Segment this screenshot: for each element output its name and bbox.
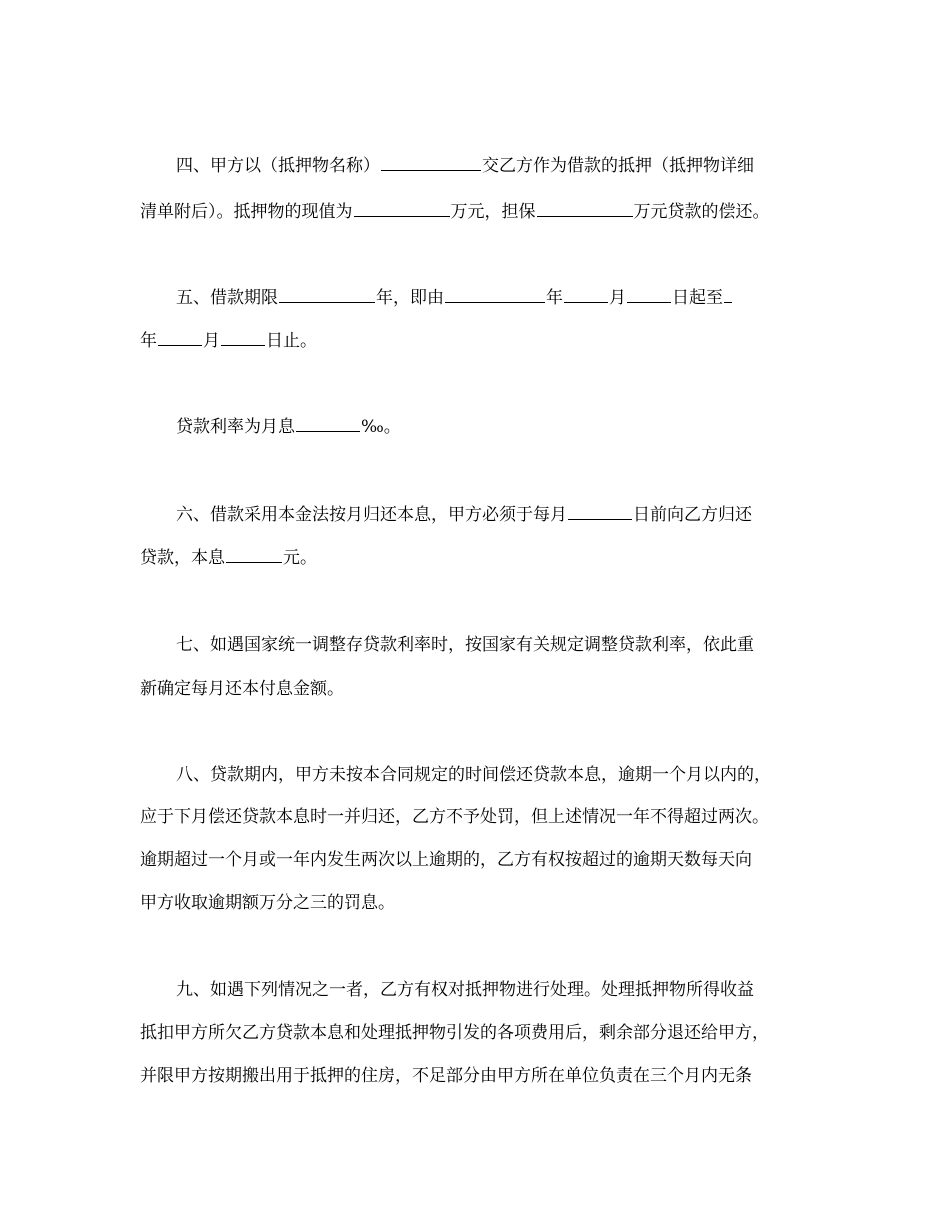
clause-9-line-3: 并限甲方按期搬出用于抵押的住房，不足部分由甲方所在单位负责在三个月内无条 bbox=[140, 1066, 752, 1086]
clause-5-text-b: 年，即由 bbox=[376, 288, 444, 308]
clause-7-line-1: 七、如遇国家统一调整存贷款利率时，按国家有关规定调整贷款利率，依此重 bbox=[176, 635, 754, 655]
clause-9-line-1: 九、如遇下列情况之一者，乙方有权对抵押物进行处理。处理抵押物所得收益 bbox=[176, 980, 754, 1000]
end-day-blank[interactable] bbox=[221, 328, 265, 346]
collateral-name-blank[interactable] bbox=[381, 153, 481, 171]
clause-5-text-h: 日止。 bbox=[266, 331, 317, 351]
clause-8-line-2: 应于下月偿还贷款本息时一并归还，乙方不予处罚，但上述情况一年不得超过两次。 bbox=[140, 807, 769, 827]
clause-9-line-2: 抵扣甲方所欠乙方贷款本息和处理抵押物引发的各项费用后，剩余部分退还给甲方， bbox=[140, 1023, 769, 1043]
clause-4-line-1 bbox=[176, 153, 754, 179]
clause-5-line-1 bbox=[176, 285, 733, 311]
clause-4-text-d: 万元，担保 bbox=[450, 202, 536, 222]
clause-6-text-a: 六、借款采用本金法按月归还本息，甲方必须于每月 bbox=[176, 505, 567, 525]
clause-4-line-2 bbox=[140, 199, 770, 225]
end-year-blank[interactable] bbox=[724, 285, 732, 303]
clause-4-text-e: 万元贷款的偿还。 bbox=[633, 202, 770, 222]
interest-rate-line bbox=[176, 414, 401, 440]
installment-amount-blank[interactable] bbox=[226, 545, 282, 563]
collateral-value-blank[interactable] bbox=[354, 199, 450, 217]
clause-6-text-d: 元。 bbox=[283, 548, 317, 568]
clause-6-text-b: 日前向乙方归还 bbox=[633, 505, 752, 525]
clause-6-text-c: 贷款，本息 bbox=[140, 548, 225, 568]
interest-rate-text-b: ‰。 bbox=[361, 417, 401, 437]
start-year-blank[interactable] bbox=[445, 285, 545, 303]
clause-5-text-g: 月 bbox=[203, 331, 220, 351]
clause-8-line-4: 甲方收取逾期额万分之三的罚息。 bbox=[140, 893, 395, 913]
repayment-day-blank[interactable] bbox=[568, 502, 632, 520]
monthly-rate-blank[interactable] bbox=[296, 414, 360, 432]
clause-8-line-1: 八、贷款期内，甲方未按本合同规定的时间偿还贷款本息，逾期一个月以内的， bbox=[176, 765, 771, 785]
clause-7-line-2: 新确定每月还本付息金额。 bbox=[140, 679, 344, 699]
clause-5-text-a: 五、借款期限 bbox=[176, 288, 278, 308]
clause-6-line-2 bbox=[140, 545, 317, 571]
clause-4-text-c: 清单附后）。抵押物的现值为 bbox=[140, 202, 353, 222]
clause-4-text-b: 交乙方作为借款的抵押（抵押物详细 bbox=[482, 156, 754, 176]
clause-5-text-c: 年 bbox=[546, 288, 563, 308]
clause-8-line-3: 逾期超过一个月或一年内发生两次以上逾期的，乙方有权按超过的逾期天数每天向 bbox=[140, 850, 752, 870]
end-month-blank[interactable] bbox=[158, 328, 202, 346]
start-day-blank[interactable] bbox=[627, 285, 671, 303]
clause-6-line-1 bbox=[176, 502, 752, 528]
start-month-blank[interactable] bbox=[564, 285, 608, 303]
loan-term-years-blank[interactable] bbox=[279, 285, 375, 303]
clause-5-text-d: 月 bbox=[609, 288, 626, 308]
clause-5-text-e: 日起至 bbox=[672, 288, 723, 308]
guarantee-amount-blank[interactable] bbox=[537, 199, 633, 217]
interest-rate-text-a: 贷款利率为月息 bbox=[176, 417, 295, 437]
clause-4-text-a: 四、甲方以（抵押物名称） bbox=[176, 156, 380, 176]
clause-5-line-2 bbox=[140, 328, 317, 354]
clause-5-text-f: 年 bbox=[140, 331, 157, 351]
